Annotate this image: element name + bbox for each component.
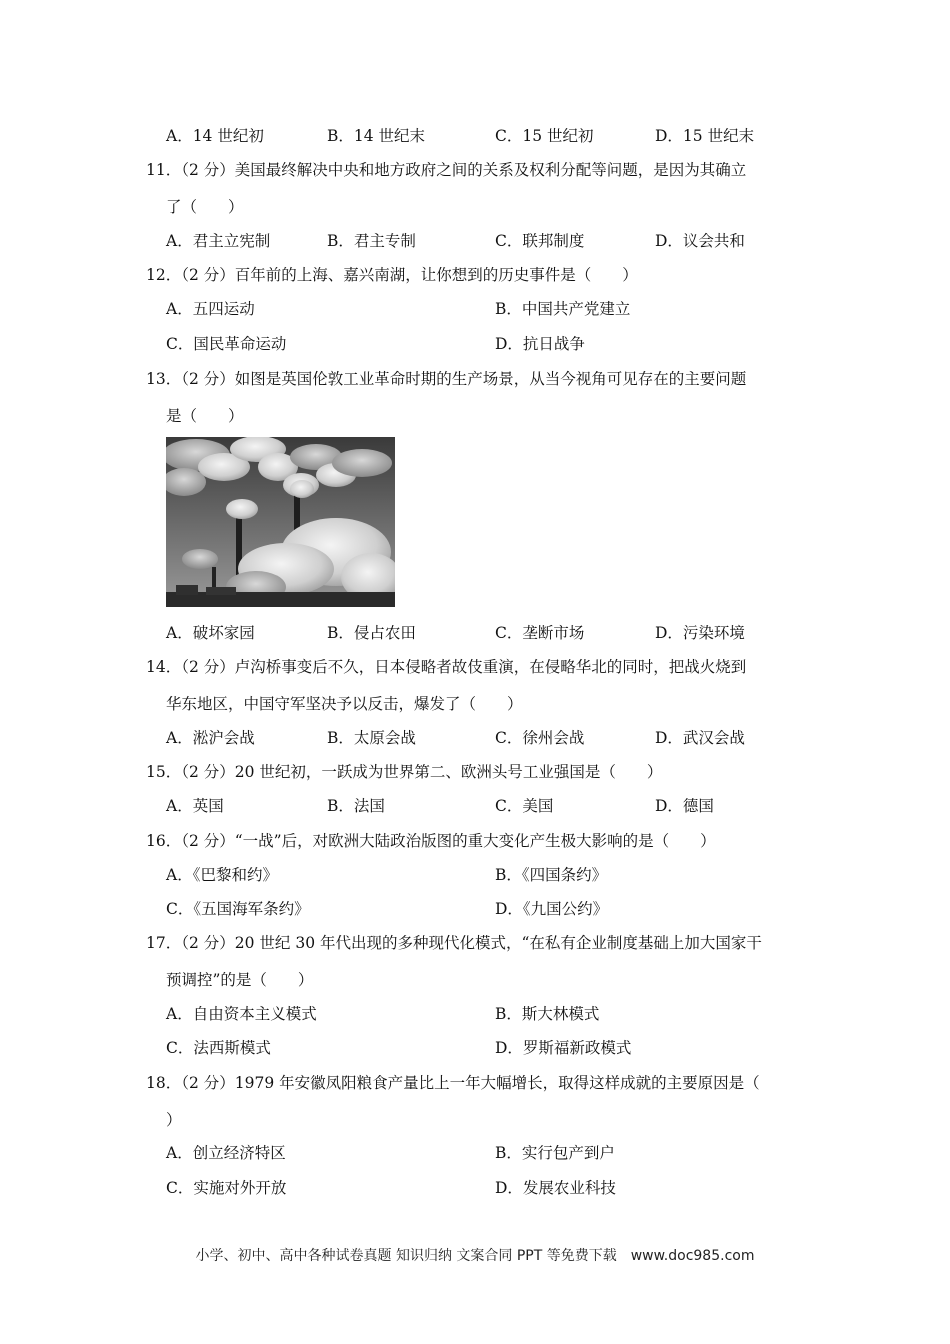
q11-option-d: D．议会共和 bbox=[655, 232, 745, 250]
q18-option-c: C．实施对外开放 bbox=[166, 1179, 287, 1197]
q14-stem-line2: 华东地区，中国守军坚决予以反击，爆发了（ ） bbox=[166, 695, 523, 713]
q11-option-a: A．君主立宪制 bbox=[166, 232, 271, 250]
q13-option-d: D．污染环境 bbox=[655, 624, 745, 642]
q12-option-b: B．中国共产党建立 bbox=[495, 300, 631, 318]
q12-option-d: D．抗日战争 bbox=[495, 335, 585, 353]
q13-option-a: A．破坏家园 bbox=[166, 624, 255, 642]
q11-stem-line1: 11．（2 分）美国最终解决中央和地方政府之间的关系及权利分配等问题，是因为其确立 bbox=[146, 161, 747, 179]
q17-option-c: C．法西斯模式 bbox=[166, 1039, 271, 1057]
q15-option-b: B．法国 bbox=[327, 797, 385, 815]
q16-option-b: B．《四国条约》 bbox=[495, 866, 608, 884]
q15-option-d: D．德国 bbox=[655, 797, 714, 815]
q11-option-b: B．君主专制 bbox=[327, 232, 416, 250]
q15-stem-line1: 15．（2 分）20 世纪初，一跃成为世界第二、欧洲头号工业强国是（ ） bbox=[146, 763, 663, 781]
q16-option-d: D．《九国公约》 bbox=[495, 900, 609, 918]
q12-option-c: C．国民革命运动 bbox=[166, 335, 287, 353]
page-footer: 小学、初中、高中各种试卷真题 知识归纳 文案合同 PPT 等免费下载 www.doc985.com bbox=[195, 1248, 755, 1264]
q16-option-c: C．《五国海军条约》 bbox=[166, 900, 310, 918]
q14-option-b: B．太原会战 bbox=[327, 729, 416, 747]
q18-option-b: B．实行包产到户 bbox=[495, 1144, 615, 1162]
q14-stem-line1: 14．（2 分）卢沟桥事变后不久，日本侵略者故伎重演，在侵略华北的同时，把战火烧到 bbox=[146, 658, 747, 676]
q17-stem-line1: 17．（2 分）20 世纪 30 年代出现的多种现代化模式，“在私有企业制度基础上加大国家干 bbox=[146, 934, 762, 952]
q10-option-b: B．14 世纪末 bbox=[327, 127, 426, 145]
q18-option-d: D．发展农业科技 bbox=[495, 1179, 616, 1197]
q17-option-d: D．罗斯福新政模式 bbox=[495, 1039, 632, 1057]
q18-stem-line1: 18．（2 分）1979 年安徽凤阳粮食产量比上一年大幅增长，取得这样成就的主要原因是（ bbox=[146, 1074, 760, 1092]
q13-option-c: C．垄断市场 bbox=[495, 624, 585, 642]
q10-option-a: A．14 世纪初 bbox=[166, 127, 264, 145]
q17-option-a: A．自由资本主义模式 bbox=[166, 1005, 317, 1023]
factory-smoke-photo bbox=[166, 437, 395, 607]
q12-option-a: A．五四运动 bbox=[166, 300, 255, 318]
q17-stem-line2: 预调控”的是（ ） bbox=[166, 971, 314, 989]
q13-stem-line2: 是（ ） bbox=[166, 407, 244, 425]
q14-option-c: C．徐州会战 bbox=[495, 729, 585, 747]
q12-stem-line1: 12．（2 分）百年前的上海、嘉兴南湖，让你想到的历史事件是（ ） bbox=[146, 266, 638, 284]
q18-option-a: A．创立经济特区 bbox=[166, 1144, 286, 1162]
q18-stem-line2: ） bbox=[166, 1111, 182, 1129]
q13-stem-line1: 13．（2 分）如图是英国伦敦工业革命时期的生产场景，从当今视角可见存在的主要问题 bbox=[146, 370, 747, 388]
q15-option-a: A．英国 bbox=[166, 797, 224, 815]
q11-option-c: C．联邦制度 bbox=[495, 232, 585, 250]
q10-option-d: D．15 世纪末 bbox=[655, 127, 755, 145]
q10-option-c: C．15 世纪初 bbox=[495, 127, 594, 145]
q14-option-a: A．淞沪会战 bbox=[166, 729, 255, 747]
q11-stem-line2: 了（ ） bbox=[166, 198, 244, 216]
q15-option-c: C．美国 bbox=[495, 797, 554, 815]
q16-stem-line1: 16．（2 分）“一战”后，对欧洲大陆政治版图的重大变化产生极大影响的是（ ） bbox=[146, 832, 716, 850]
q17-option-b: B．斯大林模式 bbox=[495, 1005, 600, 1023]
q14-option-d: D．武汉会战 bbox=[655, 729, 745, 747]
q16-option-a: A．《巴黎和约》 bbox=[166, 866, 278, 884]
q13-option-b: B．侵占农田 bbox=[327, 624, 416, 642]
